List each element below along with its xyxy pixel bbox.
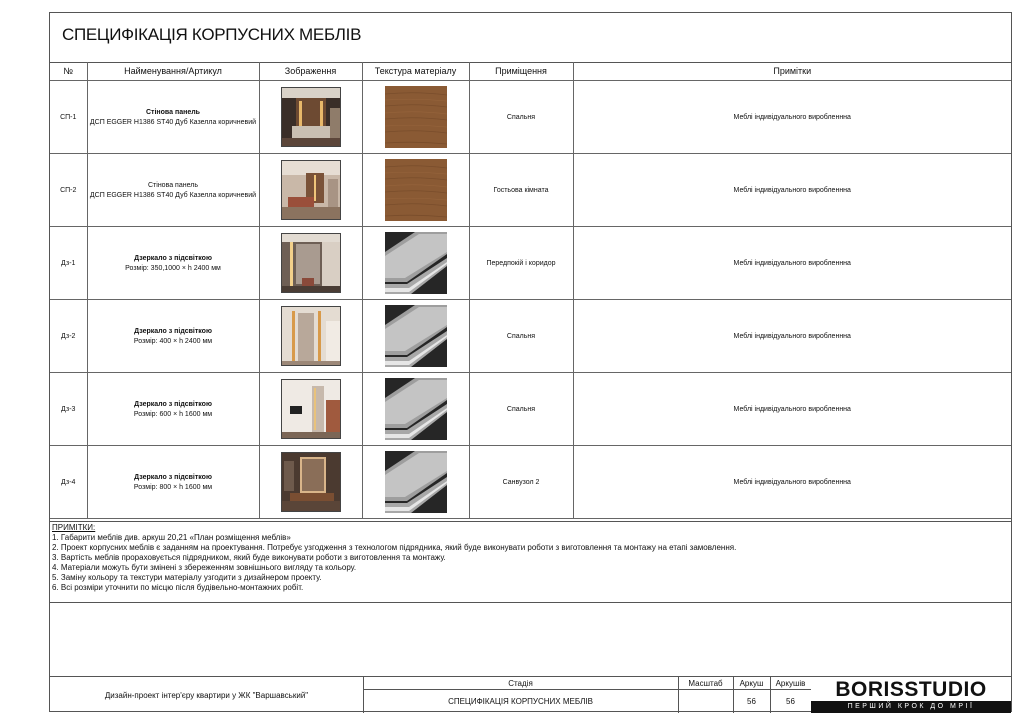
row-name-cell [87, 300, 259, 373]
notes-heading: ПРИМІТКИ: [52, 523, 96, 532]
row-image-cell [259, 300, 362, 373]
hallway-render-image [281, 233, 341, 293]
row-note: Меблі індивідуального виробленнна [573, 300, 1011, 373]
note-line: 2. Проект корпусних меблів є заданням на проектування. Потребує узгодження з технологом підрядника, який буде виконувати роботи з виготовлення та монтажу на етапі замовлення. [52, 543, 737, 552]
header-image: Зображення [259, 62, 362, 81]
page-title: СПЕЦИФІКАЦІЯ КОРПУСНИХ МЕБЛІВ [62, 25, 362, 44]
row-note: Меблі індивідуального виробленнна [573, 373, 1011, 446]
row-number: Дз-2 [50, 300, 87, 373]
item-name: Дзеркало з підсвіткою [134, 473, 212, 481]
logo-tagline: ПЕРШИЙ КРОК ДО МРІЇ [811, 701, 1011, 713]
row-image-cell [259, 81, 362, 154]
row-number: СП-1 [50, 81, 87, 154]
sheet-label: Аркуш [739, 678, 764, 688]
project-name: Дизайн-проект інтер'єру квартири у ЖК "Варшавський" [104, 690, 309, 700]
table-row [50, 227, 1011, 300]
mirror-texture-swatch [385, 378, 447, 440]
item-article: ДСП EGGER H1386 ST40 Дуб Казелла коричневий [89, 191, 257, 199]
header-room: Приміщення [469, 62, 573, 81]
row-room: Передпокій і коридор [469, 227, 573, 300]
table-row [50, 446, 1011, 519]
bedroom-tv-render-image [281, 379, 341, 439]
specification-table [50, 62, 1011, 519]
table-row [50, 300, 1011, 373]
sheet-number: 56 [747, 696, 756, 706]
spec-sheet-frame [49, 12, 1012, 712]
row-name-cell [87, 227, 259, 300]
header-notes: Примітки [573, 62, 1011, 81]
row-name-cell [87, 154, 259, 227]
row-texture-cell [362, 373, 469, 446]
row-texture-cell [362, 154, 469, 227]
row-room: Санвузол 2 [469, 446, 573, 519]
row-name-cell [87, 446, 259, 519]
row-note: Меблі індивідуального виробленнна [573, 81, 1011, 154]
title-stamp [50, 676, 1011, 713]
studio-logo [811, 677, 1011, 713]
bedroom-mirror-render-image [281, 306, 341, 366]
bedroom-render-image [281, 87, 341, 147]
table-row [50, 154, 1011, 227]
table-row [50, 373, 1011, 446]
item-name: Стінова панель [148, 181, 198, 189]
stage-label: Стадія [508, 678, 533, 688]
sheet-title: СПЕЦИФІКАЦІЯ КОРПУСНИХ МЕБЛІВ [448, 696, 593, 706]
wood-texture-swatch [385, 86, 447, 148]
note-line: 6. Всі розміри уточнити по місцю після будівельно-монтажних робіт. [52, 583, 304, 592]
sheets-total: 56 [786, 696, 795, 706]
mirror-texture-swatch [385, 232, 447, 294]
row-number: СП-2 [50, 154, 87, 227]
row-room: Спальня [469, 300, 573, 373]
item-article: Розмір: 600 × h 1600 мм [133, 410, 213, 418]
mirror-texture-swatch [385, 451, 447, 513]
item-name: Дзеркало з підсвіткою [134, 254, 212, 262]
item-name: Стінова панель [146, 108, 200, 116]
table-header-row [50, 62, 1011, 81]
row-note: Меблі індивідуального виробленнна [573, 227, 1011, 300]
guest-room-render-image [281, 160, 341, 220]
item-article: Розмір: 350,1000 × h 2400 мм [125, 264, 221, 272]
item-name: Дзеркало з підсвіткою [134, 400, 212, 408]
note-line: 3. Вартість меблів прораховується підрядником, який буде виконувати роботи з виготовлення та монтажу. [52, 553, 446, 562]
item-article: Розмір: 800 × h 1600 мм [133, 483, 213, 491]
sheets-label: Аркушів [775, 678, 806, 688]
row-number: Дз-4 [50, 446, 87, 519]
row-number: Дз-3 [50, 373, 87, 446]
row-texture-cell [362, 446, 469, 519]
table-row [50, 81, 1011, 154]
row-image-cell [259, 227, 362, 300]
wood-texture-swatch [385, 159, 447, 221]
row-note: Меблі індивідуального виробленнна [573, 154, 1011, 227]
row-image-cell [259, 373, 362, 446]
header-texture: Текстура матеріалу [362, 62, 469, 81]
bathroom-render-image [281, 452, 341, 512]
row-texture-cell [362, 81, 469, 154]
row-texture-cell [362, 227, 469, 300]
logo-name: BORISSTUDIO [835, 678, 987, 701]
row-name-cell [87, 373, 259, 446]
row-image-cell [259, 154, 362, 227]
item-name: Дзеркало з підсвіткою [134, 327, 212, 335]
row-name-cell [87, 81, 259, 154]
scale-label: Масштаб [688, 678, 723, 688]
note-line: 1. Габарити меблів див. аркуш 20,21 «План розміщення меблів» [52, 533, 291, 542]
item-article: ДСП EGGER H1386 ST40 Дуб Казелла коричневий [89, 118, 257, 126]
header-number: № [50, 62, 87, 81]
row-room: Спальня [469, 81, 573, 154]
row-note: Меблі індивідуального виробленнна [573, 446, 1011, 519]
row-room: Гостьова кімната [469, 154, 573, 227]
row-number: Дз-1 [50, 227, 87, 300]
title-block [50, 13, 1011, 63]
header-name: Найменування/Артикул [87, 62, 259, 81]
notes-section [50, 521, 1011, 603]
row-texture-cell [362, 300, 469, 373]
row-room: Спальня [469, 373, 573, 446]
row-image-cell [259, 446, 362, 519]
note-line: 4. Матеріали можуть бути змінені з збереженням зовнішнього вигляду та кольору. [52, 563, 357, 572]
mirror-texture-swatch [385, 305, 447, 367]
item-article: Розмір: 400 × h 2400 мм [133, 337, 213, 345]
note-line: 5. Заміну кольору та текстури матеріалу узгодити з дизайнером проекту. [52, 573, 322, 582]
